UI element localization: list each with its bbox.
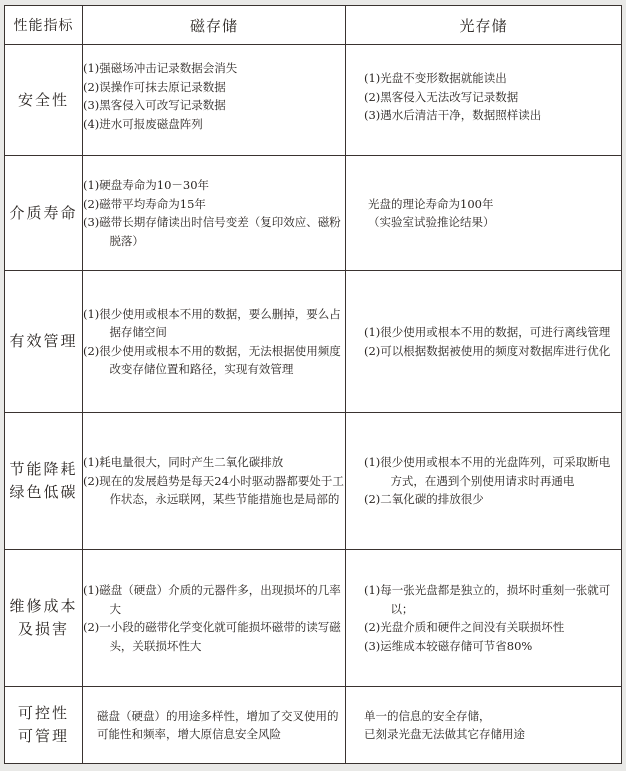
metric-label: 可控性	[17, 704, 69, 722]
list-item: (3)遇水后清洁干净，数据照样读出	[364, 108, 542, 122]
list-item: (2)光盘介质和硬件之间没有关联损坏性	[364, 620, 565, 634]
header-metric: 性能指标	[5, 6, 83, 45]
metric-label: 介质寿命	[9, 203, 78, 222]
metric-label: 维修成本	[9, 597, 78, 615]
header-optical: 光存储	[346, 6, 622, 45]
list-item: (3)磁带长期存储读出时信号变差（复印效应、磁粉脱落）	[83, 215, 341, 248]
table-row-media-life	[5, 156, 622, 271]
list-item: (4)进水可报废磁盘阵列	[83, 116, 203, 131]
list-item: (1)很少使用或根本不用的光盘阵列，可采取断电方式，在遇到个别使用请求时再通电	[364, 455, 611, 488]
optical-cell	[346, 687, 622, 764]
metric-cell	[5, 271, 83, 413]
header-magnetic: 磁存储	[83, 6, 346, 45]
list-item: (1)硬盘寿命为10－30年	[83, 178, 210, 192]
optical-cell	[346, 271, 622, 413]
text-line: 光盘的理论寿命为100年	[368, 196, 494, 211]
table-row-controllability	[5, 687, 622, 764]
header-row	[5, 6, 622, 45]
magnetic-cell	[83, 271, 346, 413]
metric-cell	[5, 156, 83, 271]
optical-cell	[346, 550, 622, 687]
list-item: (1)耗电量很大，同时产生二氧化碳排放	[83, 455, 284, 470]
list-item: (1)很少使用或根本不用的数据，可进行离线管理	[364, 325, 611, 339]
list-item: (1)每一张光盘都是独立的，损坏时重刻一张就可以；	[364, 583, 611, 616]
list-item: (2)误操作可抹去原记录数据	[83, 79, 226, 94]
list-item: (1)很少使用或根本不用的数据，要么删掉，要么占据存储空间	[83, 306, 341, 339]
text-line: 磁盘（硬盘）的用途多样性，增加了交叉使用的可能性和频率，增大原信息安全风险	[97, 708, 339, 741]
metric-cell	[5, 687, 83, 764]
list-item: (1)光盘不变形数据就能读出	[364, 71, 507, 85]
list-item: (3)黑客侵入可改写记录数据	[83, 98, 226, 112]
metric-cell	[5, 45, 83, 156]
list-item: (1)强磁场冲击记录数据会消失	[83, 61, 238, 75]
metric-label: 安全性	[17, 90, 69, 109]
metric-label: 及损害	[17, 620, 69, 638]
list-item: (2)一小段的磁带化学变化就可能损坏磁带的读写磁头，关联损坏性大	[83, 620, 341, 653]
table-row-maintenance	[5, 550, 622, 687]
text-line: 单一的信息的安全存储，	[364, 708, 491, 723]
metric-label: 有效管理	[9, 332, 78, 350]
metric-label: 节能降耗	[9, 460, 78, 478]
table-row-management	[5, 271, 622, 413]
metric-cell	[5, 550, 83, 687]
list-item: (2)黑客侵入无法改写记录数据	[364, 89, 519, 104]
magnetic-cell	[83, 156, 346, 271]
table-row-energy	[5, 413, 622, 550]
optical-cell	[346, 413, 622, 550]
table-row-security	[5, 45, 622, 156]
magnetic-cell	[83, 45, 346, 156]
list-item: (3)运维成本较磁存储可节省80%	[364, 638, 533, 653]
metric-label: 可管理	[17, 727, 69, 745]
text-line: 已刻录光盘无法做其它存储用途	[364, 727, 525, 741]
list-item: (2)很少使用或根本不用的数据，无法根据使用频度改变存储位置和路径，实现有效管理	[83, 343, 341, 376]
magnetic-cell	[83, 413, 346, 550]
metric-label: 绿色低碳	[9, 483, 78, 501]
optical-cell	[346, 45, 622, 156]
optical-cell	[346, 156, 622, 271]
list-item: (2)可以根据数据被使用的频度对数据库进行优化	[364, 343, 611, 358]
text-line: （实验室试验推论结果）	[368, 215, 495, 229]
list-item: (2)磁带平均寿命为15年	[83, 196, 206, 211]
list-item: (1)磁盘（硬盘）介质的元器件多，出现损坏的几率大	[83, 583, 341, 616]
storage-comparison-table	[4, 5, 622, 764]
list-item: (2)现在的发展趋势是每天24小时驱动器都要处于工作状态，永远联网，某些节能措施也是局部的	[83, 473, 344, 507]
list-item: (2)二氧化碳的排放很少	[364, 492, 484, 507]
metric-cell	[5, 413, 83, 550]
magnetic-cell	[83, 687, 346, 764]
magnetic-cell	[83, 550, 346, 687]
